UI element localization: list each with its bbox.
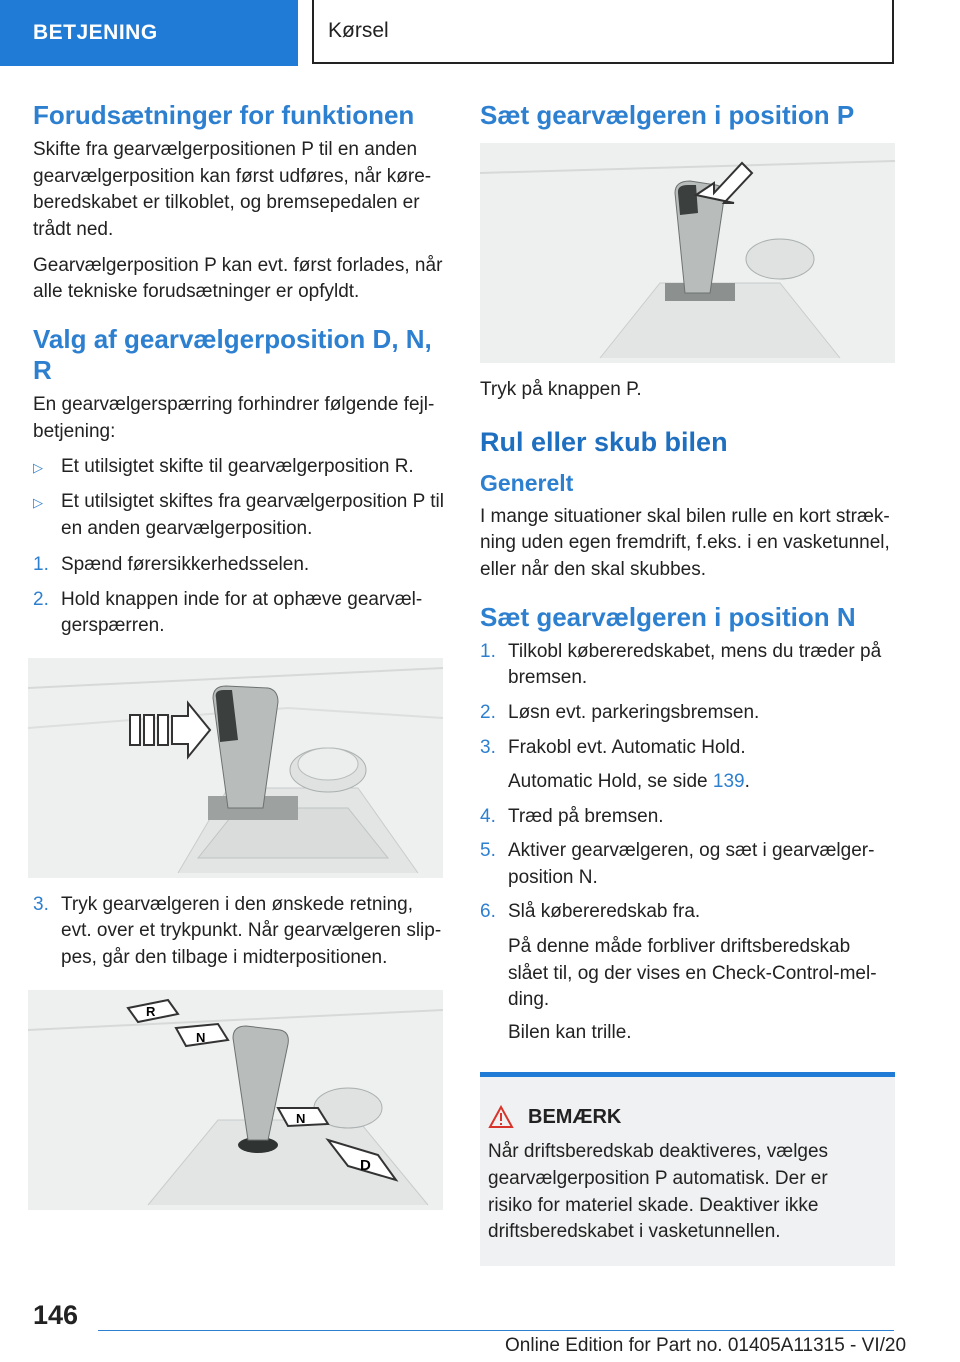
page-link[interactable]: 139 [712,771,745,793]
list-item: 2. Hold knappen inde for at ophæve gearvælgerspærren. [33,588,423,637]
triangle-bullet-icon: ▷ [33,460,43,476]
step-list [480,804,895,926]
chapter-tab: Kørsel [312,0,894,64]
step-detail: På denne måde forbliver driftsberedskab slået til, og der vises en Check-Control-melding. [508,936,877,1011]
list-item: 1. Tilkobl købereredskabet, mens du træder på bremsen. [480,640,882,689]
list-item: 2. Løsn evt. parkeringsbremsen. [480,701,760,723]
step-detail: Bilen kan trille. [508,1021,632,1043]
note-title: BEMÆRK [528,1105,622,1128]
button-p-illustration [480,143,895,363]
left-column [33,100,448,1210]
paragraph: Skifte fra gearvælgerpositionen P til en anden gearvælgerposition kan først udføres, når køreberedskabet er tilkoblet, og bremsepedalen er trådt ned. [33,139,432,240]
list-item: ▷ Et utilsigtet skifte til gearvælgerposition R. [33,456,414,478]
paragraph: I mange situationer skal bilen rulle en kort strækning uden egen fremdrift, f.eks. i en vasketunnel, eller når den skal skubbes. [480,505,890,580]
edition-text: Online Edition for Part no. 01405A11315 - VI/20 [505,1335,907,1356]
warning-triangle-icon [488,1105,514,1129]
heading-prerequisites: Forudsætninger for funktionen [33,100,415,130]
step-list [33,892,448,972]
gear-direction-figure [28,990,443,1210]
gear-selector-illustration [28,658,443,878]
list-item: 4. Træd på bremsen. [480,805,664,827]
list-item: 3. Tryk gearvælgeren i den ønskede retning, evt. over et trykpunkt. Når gearvælgeren slippes, går den tilbage i midterpositionen. [33,893,442,969]
triangle-bullet-icon: ▷ [33,494,43,510]
section-tab: BETJENING [0,0,298,66]
heading-select-position: Valg af gearvælgerposition D, N, R [33,323,432,385]
footer-divider [98,1330,894,1331]
warning-note [480,1072,895,1265]
figure-caption: Tryk på knappen P. [480,379,642,401]
bullet-list [33,454,448,542]
arrow-label-n-down: N [296,1110,306,1126]
list-item: 1. Spænd førersikkerhedsselen. [33,554,310,576]
note-text: Når driftsberedskab deaktiveres, vælges gearvælgerposition P automatisk. Der er risiko for materiel skade. Deaktiver ikke driftsberedskabet i vasketunnellen. [488,1141,829,1243]
list-item: 6. Slå købereredskab fra. [480,901,701,923]
list-item: 3. Frakobl evt. Automatic Hold. [480,736,746,758]
step-detail: Automatic Hold, se side 139. [508,771,750,793]
list-item: 5. Aktiver gearvælgeren, og sæt i gearvælgerposition N. [480,840,875,888]
button-p-figure [480,143,895,363]
paragraph: En gearvælgerspærring forhindrer følgende fejlbetjening: [33,394,435,442]
step-list [33,552,448,640]
gear-selector-figure [28,658,443,878]
right-column [480,100,895,1266]
heading-position-n: Sæt gearvælgeren i position N [480,601,856,632]
arrow-n-down-icon [278,1108,328,1126]
list-item: ▷ Et utilsigtet skiftes fra gearvælgerposition P til en anden gearvælgerposition. [33,490,444,539]
step-list [480,639,895,761]
arrow-label-d: D [360,1156,371,1174]
heading-general: Generelt [480,470,574,497]
arrow-label-n: N [196,1029,206,1045]
note-header [488,1105,877,1129]
heading-roll-push: Rul eller skub bilen [480,426,728,457]
heading-position-p: Sæt gearvælgeren i position P [480,100,855,130]
gear-direction-illustration [28,990,443,1210]
page-number: 146 [33,1300,79,1330]
arrow-label-r: R [146,1003,156,1019]
paragraph: Gearvælgerposition P kan evt. først forlades, når alle tekniske forudsætninger er opfyldt. [33,254,443,303]
page-header [0,0,960,66]
